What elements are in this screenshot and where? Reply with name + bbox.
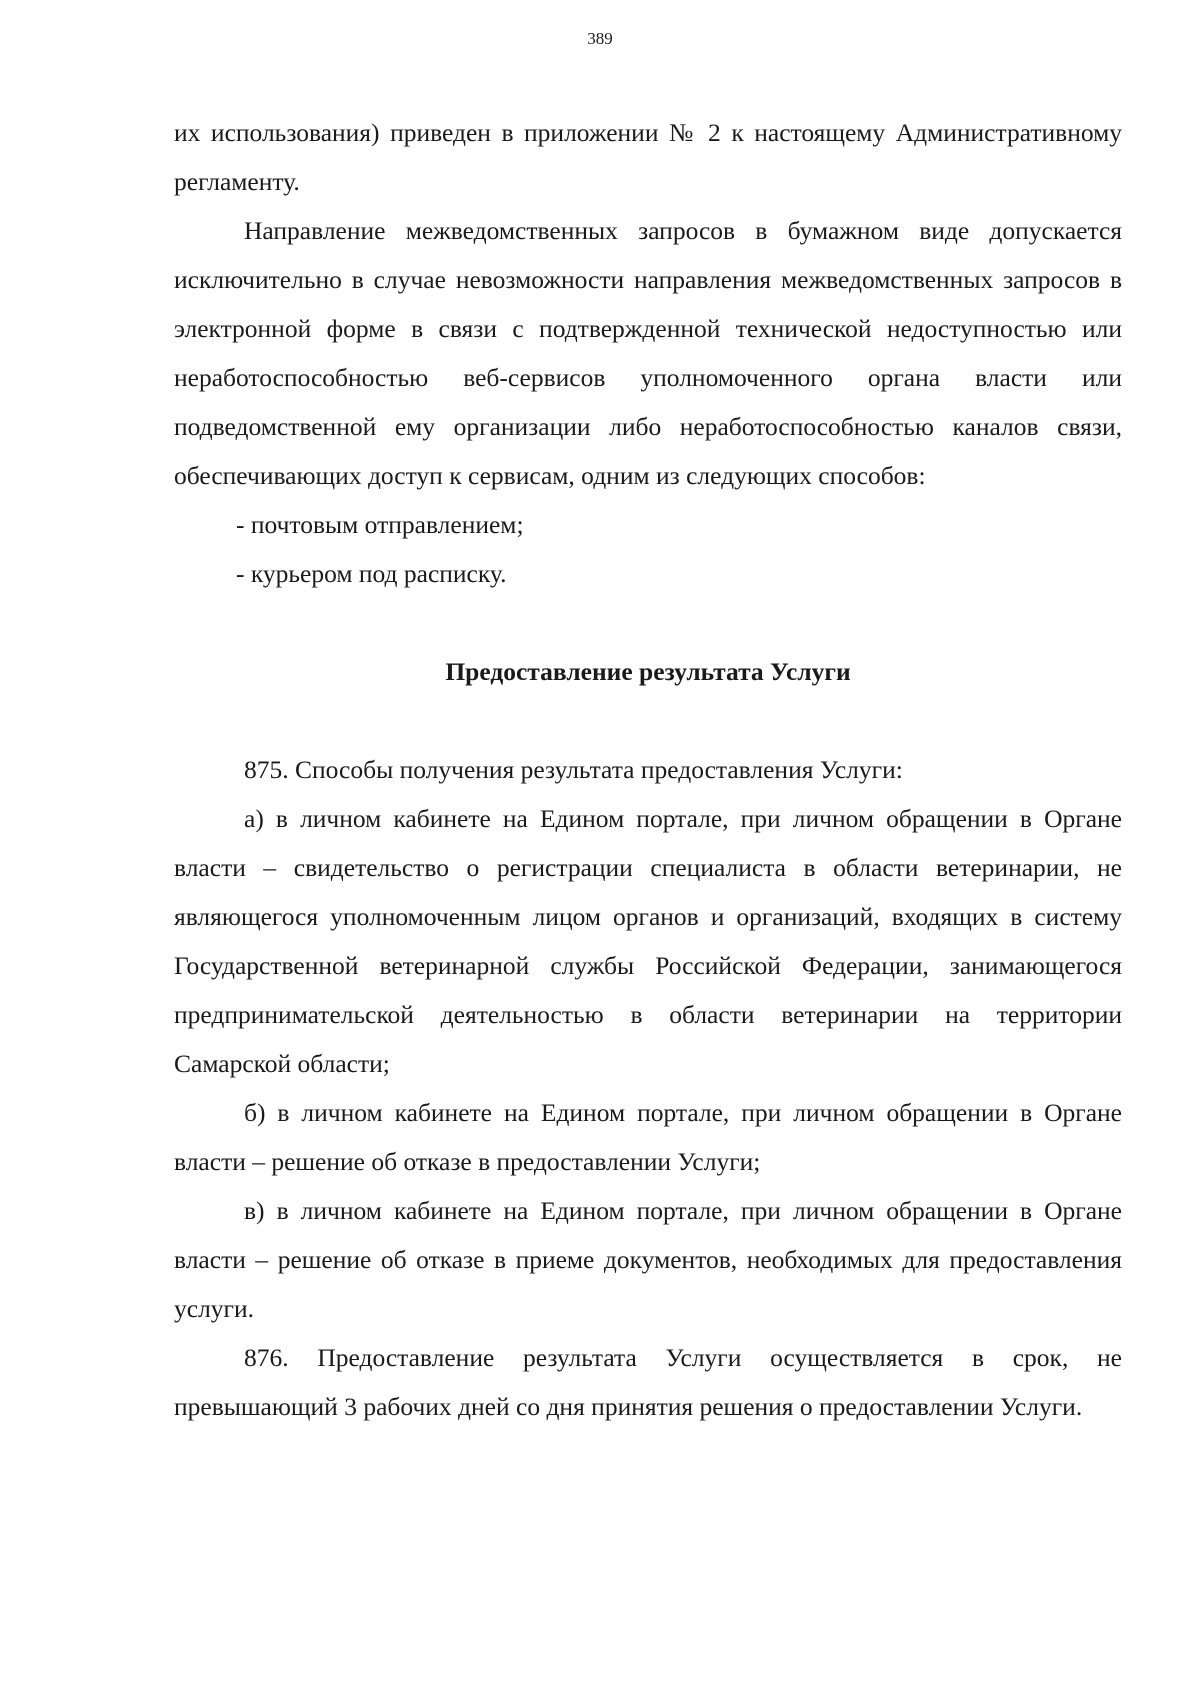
list-item-courier: - курьером под расписку. [236, 559, 507, 588]
paragraph-876: 876. Предоставление результата Услуги осуществляется в срок, не превышающий 3 рабочих дней со дня принятия решения о предоставлении Услуги. [174, 1343, 1122, 1421]
page-number: 389 [587, 29, 613, 48]
list-item-mail: - почтовым отправлением; [236, 510, 524, 539]
paragraph-continuation: их использования) приведен в приложении № 2 к настоящему Административному регламенту. [174, 118, 1122, 196]
section-heading: Предоставление результата Услуги [445, 657, 851, 686]
paragraph-875-a: а) в личном кабинете на Едином портале, при личном обращении в Органе власти – свидетельство о регистрации специалиста в области ветеринарии, не являющегося уполномоченным лицом органов и организаций, входящих в систему Государственной ветеринарной службы Российской Федерации, занимающегося предпринимательской деятельностью в области ветеринарии на территории Самарской области; [174, 804, 1122, 1078]
paragraph-875: 875. Способы получения результата предоставления Услуги: [244, 755, 903, 784]
paragraph-paper-requests: Направление межведомственных запросов в бумажном виде допускается исключительно в случае невозможности направления межведомственных запросов в электронной форме в связи с подтвержденной технической недоступностью или неработоспособностью веб-сервисов уполномоченного органа власти или подведомственной ему организации либо неработоспособностью каналов связи, обеспечивающих доступ к сервисам, одним из следующих способов: [174, 216, 1122, 490]
paragraph-875-b: б) в личном кабинете на Едином портале, при личном обращении в Органе власти – решение об отказе в предоставлении Услуги; [174, 1098, 1122, 1176]
document-body [174, 108, 1122, 1431]
paragraph-875-v: в) в личном кабинете на Едином портале, при личном обращении в Органе власти – решение об отказе в приеме документов, необходимых для предоставления услуги. [174, 1196, 1122, 1323]
